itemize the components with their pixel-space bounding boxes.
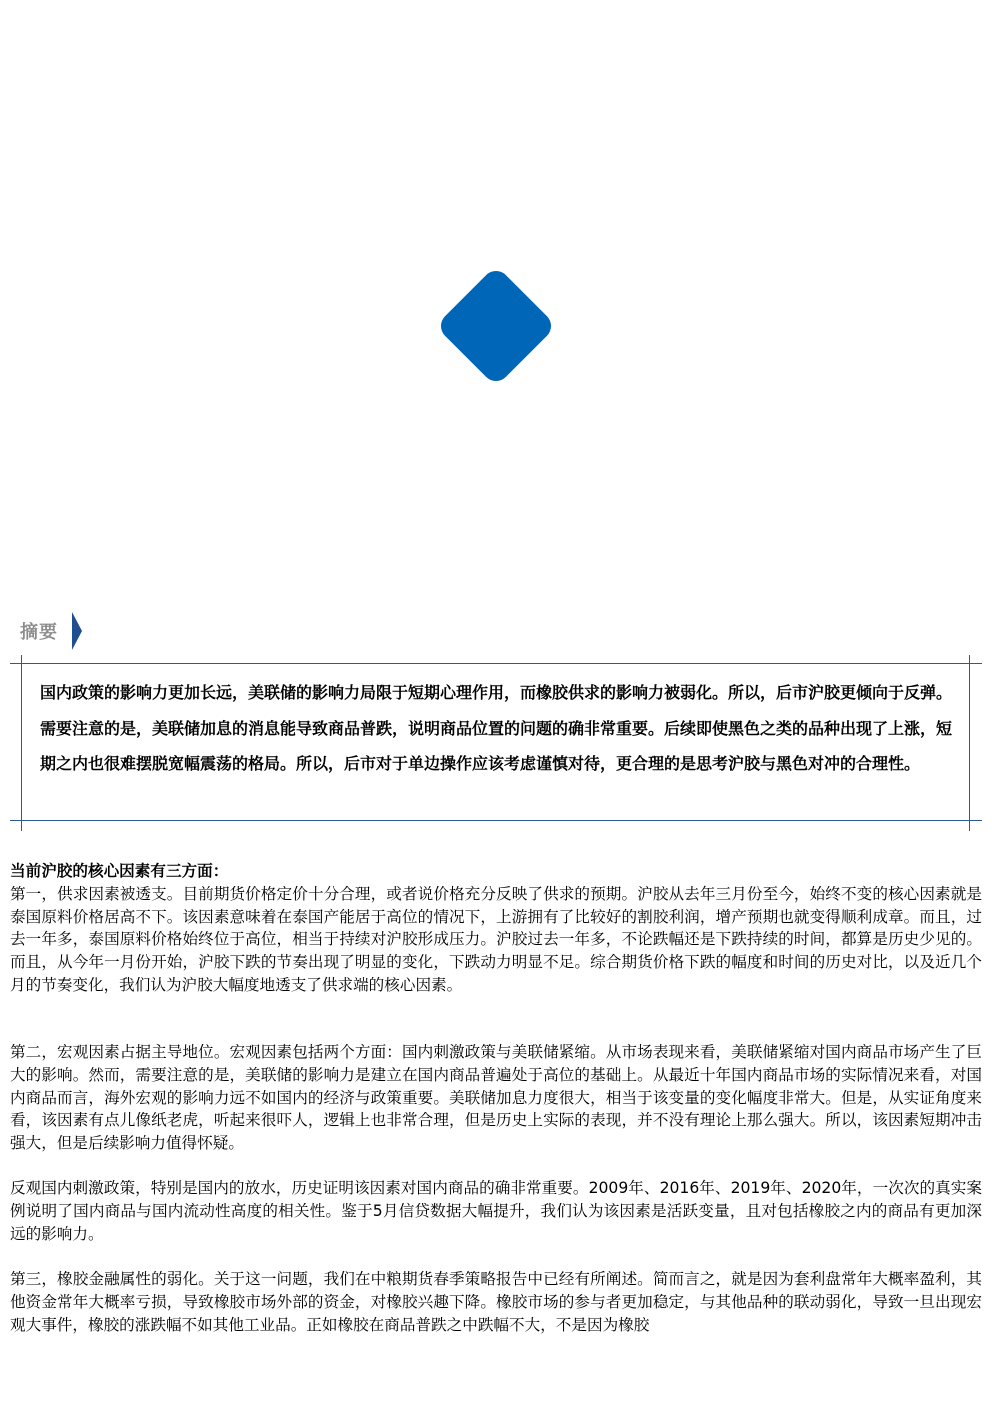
summary-box-bottom-border — [10, 820, 982, 821]
arrow-right-icon — [72, 612, 82, 650]
summary-text: 国内政策的影响力更加长远，美联储的影响力局限于短期心理作用，而橡胶供求的影响力被弱化。所以，后市沪胶更倾向于反弹。需要注意的是，美联储加息的消息能导致商品普跌，说明商品位置的问题的确非常重要。后续即使黑色之类的品种出现了上涨，短期之内也很难摆脱宽幅震荡的格局。所以，后市对于单边操作应该考虑谨慎对待，更合理的是思考沪胶与黑色对冲的合理性。 — [40, 683, 953, 773]
body-paragraph-2-block — [10, 1041, 982, 1155]
body-heading-block — [10, 860, 982, 997]
body-heading: 当前沪胶的核心因素有三方面： — [10, 862, 229, 880]
summary-box-right-border — [969, 655, 970, 831]
body-paragraph-2: 第二，宏观因素占据主导地位。宏观因素包括两个方面：国内刺激政策与美联储紧缩。从市场表现来看，美联储紧缩对国内商品市场产生了巨大的影响。然而，需要注意的是，美联储的影响力是建立在国内商品普遍处于高位的基础上。从最近十年国内商品市场的实际情况来看，对国内商品而言，海外宏观的影响力远不如国内的经济与政策重要。美联储加息力度很大，相当于该变量的变化幅度非常大。但是，从实证角度来看，该因素有点儿像纸老虎，听起来很吓人，逻辑上也非常合理，但是历史上实际的表现，并不没有理论上那么强大。所以，该因素短期冲击强大，但是后续影响力值得怀疑。 — [10, 1043, 982, 1153]
summary-box-left-border — [21, 655, 22, 831]
body-paragraph-4: 第三，橡胶金融属性的弱化。关于这一问题，我们在中粮期货春季策略报告中已经有所阐述。简而言之，就是因为套利盘常年大概率盈利，其他资金常年大概率亏损，导致橡胶市场外部的资金，对橡胶兴趣下降。橡胶市场的参与者更加稳定，与其他品种的联动弱化，导致一旦出现宏观大事件，橡胶的涨跌幅不如其他工业品。正如橡胶在商品普跌之中跌幅不大，不是因为橡胶 — [10, 1270, 982, 1334]
summary-title: 摘要 — [20, 622, 58, 643]
body-paragraph-3-block — [10, 1177, 982, 1245]
summary-box-top-border — [10, 663, 982, 664]
summary-heading — [20, 612, 82, 650]
blue-diamond-logo-icon — [426, 256, 566, 396]
body-paragraph-1: 第一，供求因素被透支。目前期货价格定价十分合理，或者说价格充分反映了供求的预期。沪胶从去年三月份至今，始终不变的核心因素就是泰国原料价格居高不下。该因素意味着在泰国产能居于高位的情况下，上游拥有了比较好的割胶利润，增产预期也就变得顺利成章。而且，过去一年多，泰国原料价格始终位于高位，相当于持续对沪胶形成压力。沪胶过去一年多，不论跌幅还是下跌持续的时间，都算是历史少见的。而且，从今年一月份开始，沪胶下跌的节奏出现了明显的变化，下跌动力明显不足。综合期货价格下跌的幅度和时间的历史对比，以及近几个月的节奏变化，我们认为沪胶大幅度地透支了供求端的核心因素。 — [10, 884, 982, 994]
body-paragraph-3: 反观国内刺激政策，特别是国内的放水，历史证明该因素对国内商品的确非常重要。2009年、2016年、2019年、2020年，一次次的真实案例说明了国内商品与国内流动性高度的相关性。鉴于5月信贷数据大幅提升，我们认为该因素是活跃变量，且对包括橡胶之内的商品有更加深远的影响力。 — [10, 1179, 982, 1243]
body-paragraph-4-block — [10, 1268, 982, 1336]
